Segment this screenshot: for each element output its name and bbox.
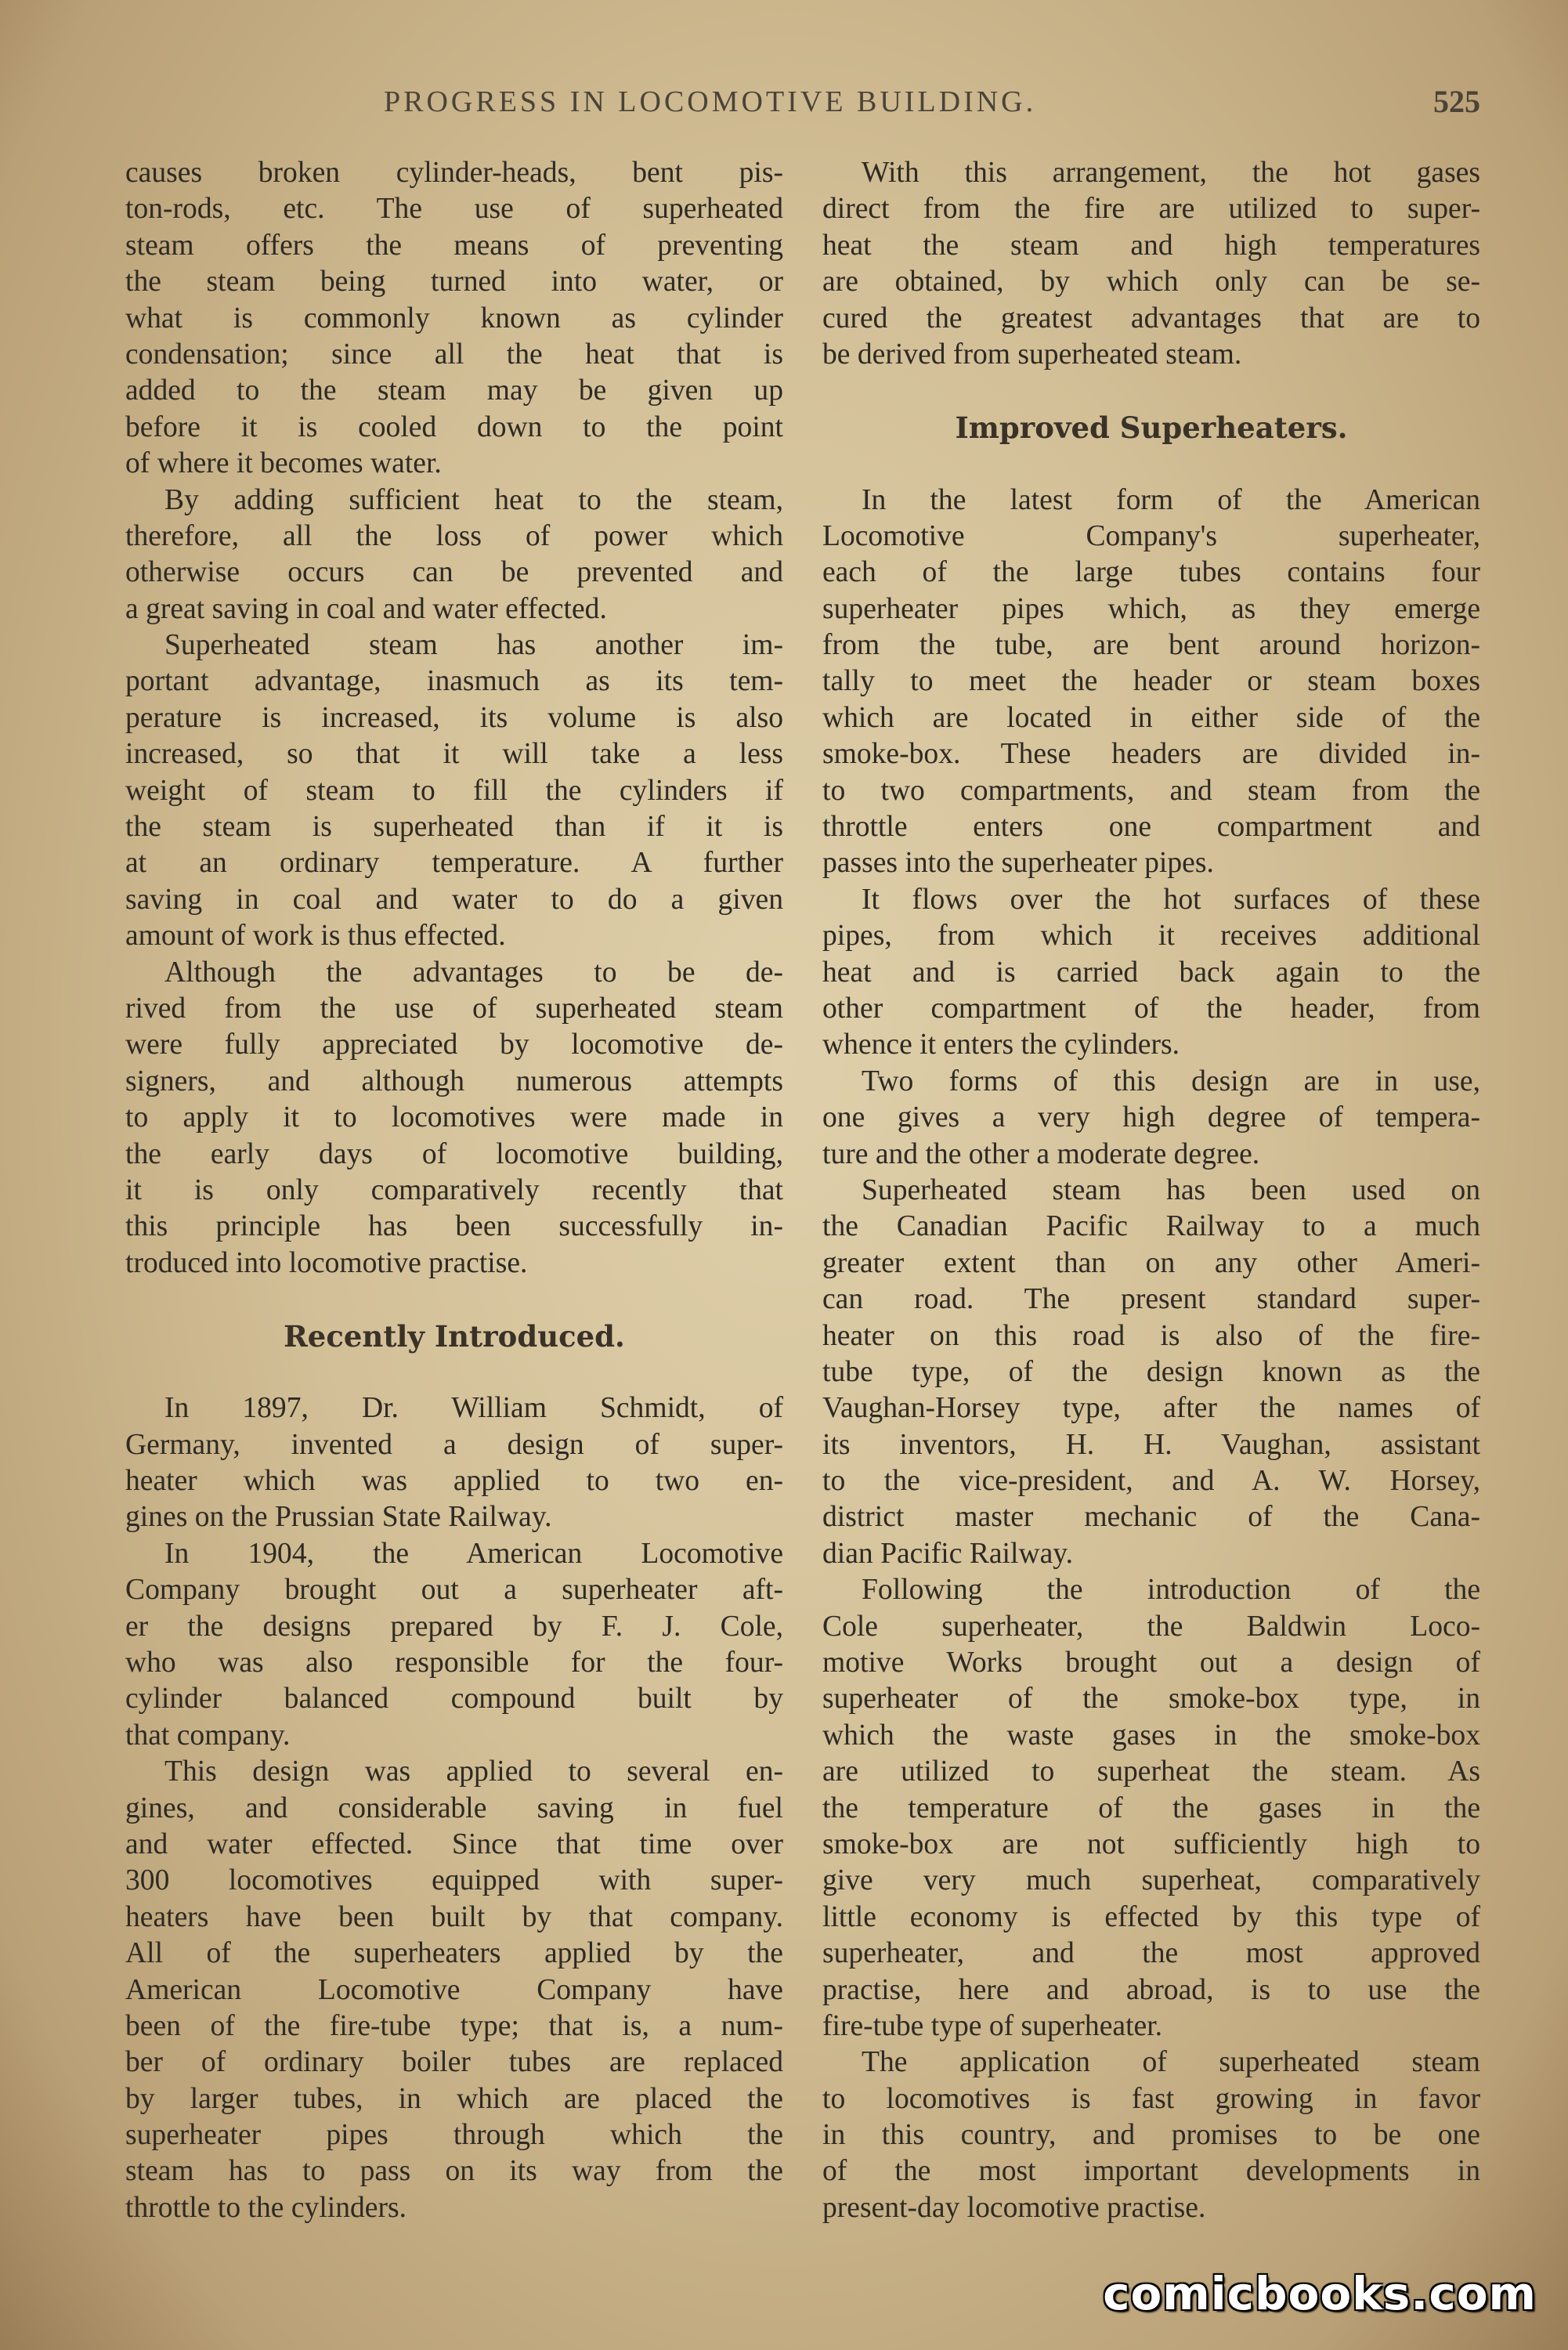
text-line: smoke-box. These headers are divided in-: [822, 738, 1480, 771]
text-line: what is commonly known as cylinder: [125, 302, 783, 334]
text-line: direct from the fire are utilized to super-: [822, 193, 1480, 226]
text-line: its inventors, H. H. Vaughan, assistant: [822, 1428, 1480, 1461]
text-line: to the vice-president, and A. W. Horsey,: [822, 1465, 1480, 1498]
text-line: this principle has been successfully in-: [125, 1210, 783, 1243]
section-spacer: [822, 446, 1480, 482]
text-line: to apply it to locomotives were made in: [125, 1101, 783, 1134]
text-line: present-day locomotive practise.: [822, 2191, 1206, 2224]
text-line: superheater pipes through which the: [125, 2119, 783, 2152]
text-line: district master mechanic of the Cana-: [822, 1501, 1480, 1534]
text-line: one gives a very high degree of tempera-: [822, 1101, 1480, 1134]
text-line: by larger tubes, in which are placed the: [125, 2082, 783, 2115]
text-line: been of the fire-tube type; that is, a num-: [125, 2009, 783, 2042]
text-line: which are located in either side of the: [822, 701, 1480, 734]
watermark-logo: comicbooks.com: [1103, 2267, 1537, 2320]
text-line: superheater of the smoke-box type, in: [822, 1683, 1480, 1716]
text-line: the early days of locomotive building,: [125, 1137, 783, 1170]
text-line: It flows over the hot surfaces of these: [862, 883, 1480, 916]
text-line: troduced into locomotive practise.: [125, 1246, 528, 1279]
text-line: Cole superheater, the Baldwin Loco-: [822, 1610, 1480, 1643]
text-line: heater on this road is also of the fire-: [822, 1319, 1480, 1352]
right-column: [822, 155, 1480, 2226]
text-line: ton-rods, etc. The use of superheated: [125, 193, 783, 226]
text-line: Following the introduction of the: [862, 1574, 1480, 1607]
text-line: the steam being turned into water, or: [125, 266, 783, 298]
text-line: a great saving in coal and water effected.: [125, 592, 607, 625]
text-line: throttle to the cylinders.: [125, 2191, 406, 2224]
text-line: that company.: [125, 1719, 291, 1752]
text-line: the Canadian Pacific Railway to a much: [822, 1210, 1480, 1243]
text-line: gines on the Prussian State Railway.: [125, 1501, 552, 1534]
section-heading: Recently Introduced.: [284, 1318, 625, 1354]
text-line: it is only comparatively recently that: [125, 1173, 783, 1206]
text-line: With this arrangement, the hot gases: [862, 157, 1480, 189]
text-line: signers, and although numerous attempts: [125, 1065, 783, 1097]
page-number: 525: [1433, 84, 1480, 119]
text-line: therefore, all the loss of power which: [125, 519, 783, 552]
text-line: superheater, and the most approved: [822, 1937, 1480, 1970]
text-line: heat the steam and high temperatures: [822, 229, 1480, 262]
text-line: motive Works brought out a design of: [822, 1647, 1480, 1679]
text-line: give very much superheat, comparatively: [822, 1864, 1480, 1897]
text-line: greater extent than on any other Ameri-: [822, 1246, 1480, 1279]
text-line: can road. The present standard super-: [822, 1283, 1480, 1316]
text-line: dian Pacific Railway.: [822, 1537, 1074, 1570]
text-line: cylinder balanced compound built by: [125, 1683, 783, 1716]
text-line: amount of work is thus effected.: [125, 920, 506, 953]
text-line: saving in coal and water to do a given: [125, 883, 783, 916]
text-line: portant advantage, inasmuch as its tem-: [125, 665, 783, 698]
text-line: to two compartments, and steam from the: [822, 774, 1480, 807]
text-line: otherwise occurs can be prevented and: [125, 556, 783, 589]
section-spacer: [125, 1282, 783, 1318]
text-line: rived from the use of superheated steam: [125, 992, 783, 1025]
text-line: In the latest form of the American: [862, 483, 1480, 516]
running-title: PROGRESS IN LOCOMOTIVE BUILDING.: [384, 85, 1037, 118]
text-line: gines, and considerable saving in fuel: [125, 1791, 783, 1824]
text-line: 300 locomotives equipped with super-: [125, 1864, 783, 1897]
text-line: All of the superheaters applied by the: [125, 1937, 783, 1970]
text-line: steam offers the means of preventing: [125, 229, 783, 262]
text-line: passes into the superheater pipes.: [822, 847, 1214, 880]
section-spacer: [822, 373, 1480, 409]
text-line: little economy is effected by this type of: [822, 1900, 1480, 1933]
text-line: fire-tube type of superheater.: [822, 2009, 1163, 2042]
text-line: of where it becomes water.: [125, 447, 442, 480]
text-line: heaters have been built by that company.: [125, 1900, 783, 1933]
text-line: before it is cooled down to the point: [125, 410, 783, 443]
section-heading: Improved Superheaters.: [955, 410, 1348, 445]
text-line: each of the large tubes contains four: [822, 556, 1480, 589]
text-line: are utilized to superheat the steam. As: [822, 1755, 1480, 1788]
text-line: added to the steam may be given up: [125, 374, 783, 407]
text-line: Superheated steam has been used on: [862, 1173, 1480, 1206]
text-line: the steam is superheated than if it is: [125, 811, 783, 844]
text-line: be derived from superheated steam.: [822, 338, 1242, 371]
text-line: to locomotives is fast growing in favor: [822, 2082, 1480, 2115]
text-line: ture and the other a moderate degree.: [822, 1137, 1260, 1170]
text-line: who was also responsible for the four-: [125, 1647, 783, 1679]
text-line: the temperature of the gases in the: [822, 1791, 1480, 1824]
text-line: Although the advantages to be de-: [164, 956, 783, 989]
text-line: tube type, of the design known as the: [822, 1355, 1480, 1388]
text-line: condensation; since all the heat that is: [125, 338, 783, 371]
text-line: in this country, and promises to be one: [822, 2119, 1480, 2152]
section-spacer: [125, 1354, 783, 1390]
text-line: perature is increased, its volume is also: [125, 701, 783, 734]
text-line: The application of superheated steam: [862, 2046, 1480, 2079]
text-line: and water effected. Since that time over: [125, 1828, 783, 1860]
text-line: Vaughan-Horsey type, after the names of: [822, 1392, 1480, 1425]
text-line: superheater pipes which, as they emerge: [822, 592, 1480, 625]
text-line: ber of ordinary boiler tubes are replaced: [125, 2046, 783, 2079]
text-line: are obtained, by which only can be se-: [822, 266, 1480, 298]
text-line: Superheated steam has another im-: [164, 629, 783, 662]
text-line: In 1897, Dr. William Schmidt, of: [164, 1392, 783, 1425]
text-line: weight of steam to fill the cylinders if: [125, 774, 783, 807]
text-line: smoke-box are not sufficiently high to: [822, 1828, 1480, 1860]
text-line: practise, here and abroad, is to use the: [822, 1973, 1480, 2006]
text-line: In 1904, the American Locomotive: [164, 1537, 783, 1570]
text-line: from the tube, are bent around horizon-: [822, 629, 1480, 662]
text-line: heat and is carried back again to the: [822, 956, 1480, 989]
text-line: which the waste gases in the smoke-box: [822, 1719, 1480, 1752]
text-line: at an ordinary temperature. A further: [125, 847, 783, 880]
text-line: Company brought out a superheater aft-: [125, 1574, 783, 1607]
text-line: causes broken cylinder-heads, bent pis-: [125, 157, 783, 189]
text-line: heater which was applied to two en-: [125, 1465, 783, 1498]
left-column: [125, 155, 783, 2226]
text-line: American Locomotive Company have: [125, 1973, 783, 2006]
text-line: of the most important developments in: [822, 2155, 1480, 2188]
text-line: pipes, from which it receives additional: [822, 920, 1480, 953]
text-line: Germany, invented a design of super-: [125, 1428, 783, 1461]
text-line: er the designs prepared by F. J. Cole,: [125, 1610, 783, 1643]
text-line: By adding sufficient heat to the steam,: [164, 483, 783, 516]
text-line: cured the greatest advantages that are to: [822, 302, 1480, 334]
text-line: increased, so that it will take a less: [125, 738, 783, 771]
text-line: Locomotive Company's superheater,: [822, 519, 1480, 552]
running-head: [125, 85, 1480, 132]
text-line: were fully appreciated by locomotive de-: [125, 1029, 783, 1061]
text-line: This design was applied to several en-: [164, 1755, 783, 1788]
text-line: steam has to pass on its way from the: [125, 2155, 783, 2188]
text-line: throttle enters one compartment and: [822, 811, 1480, 844]
text-line: other compartment of the header, from: [822, 992, 1480, 1025]
text-line: tally to meet the header or steam boxes: [822, 665, 1480, 698]
text-line: whence it enters the cylinders.: [822, 1029, 1180, 1061]
text-line: Two forms of this design are in use,: [862, 1065, 1480, 1097]
